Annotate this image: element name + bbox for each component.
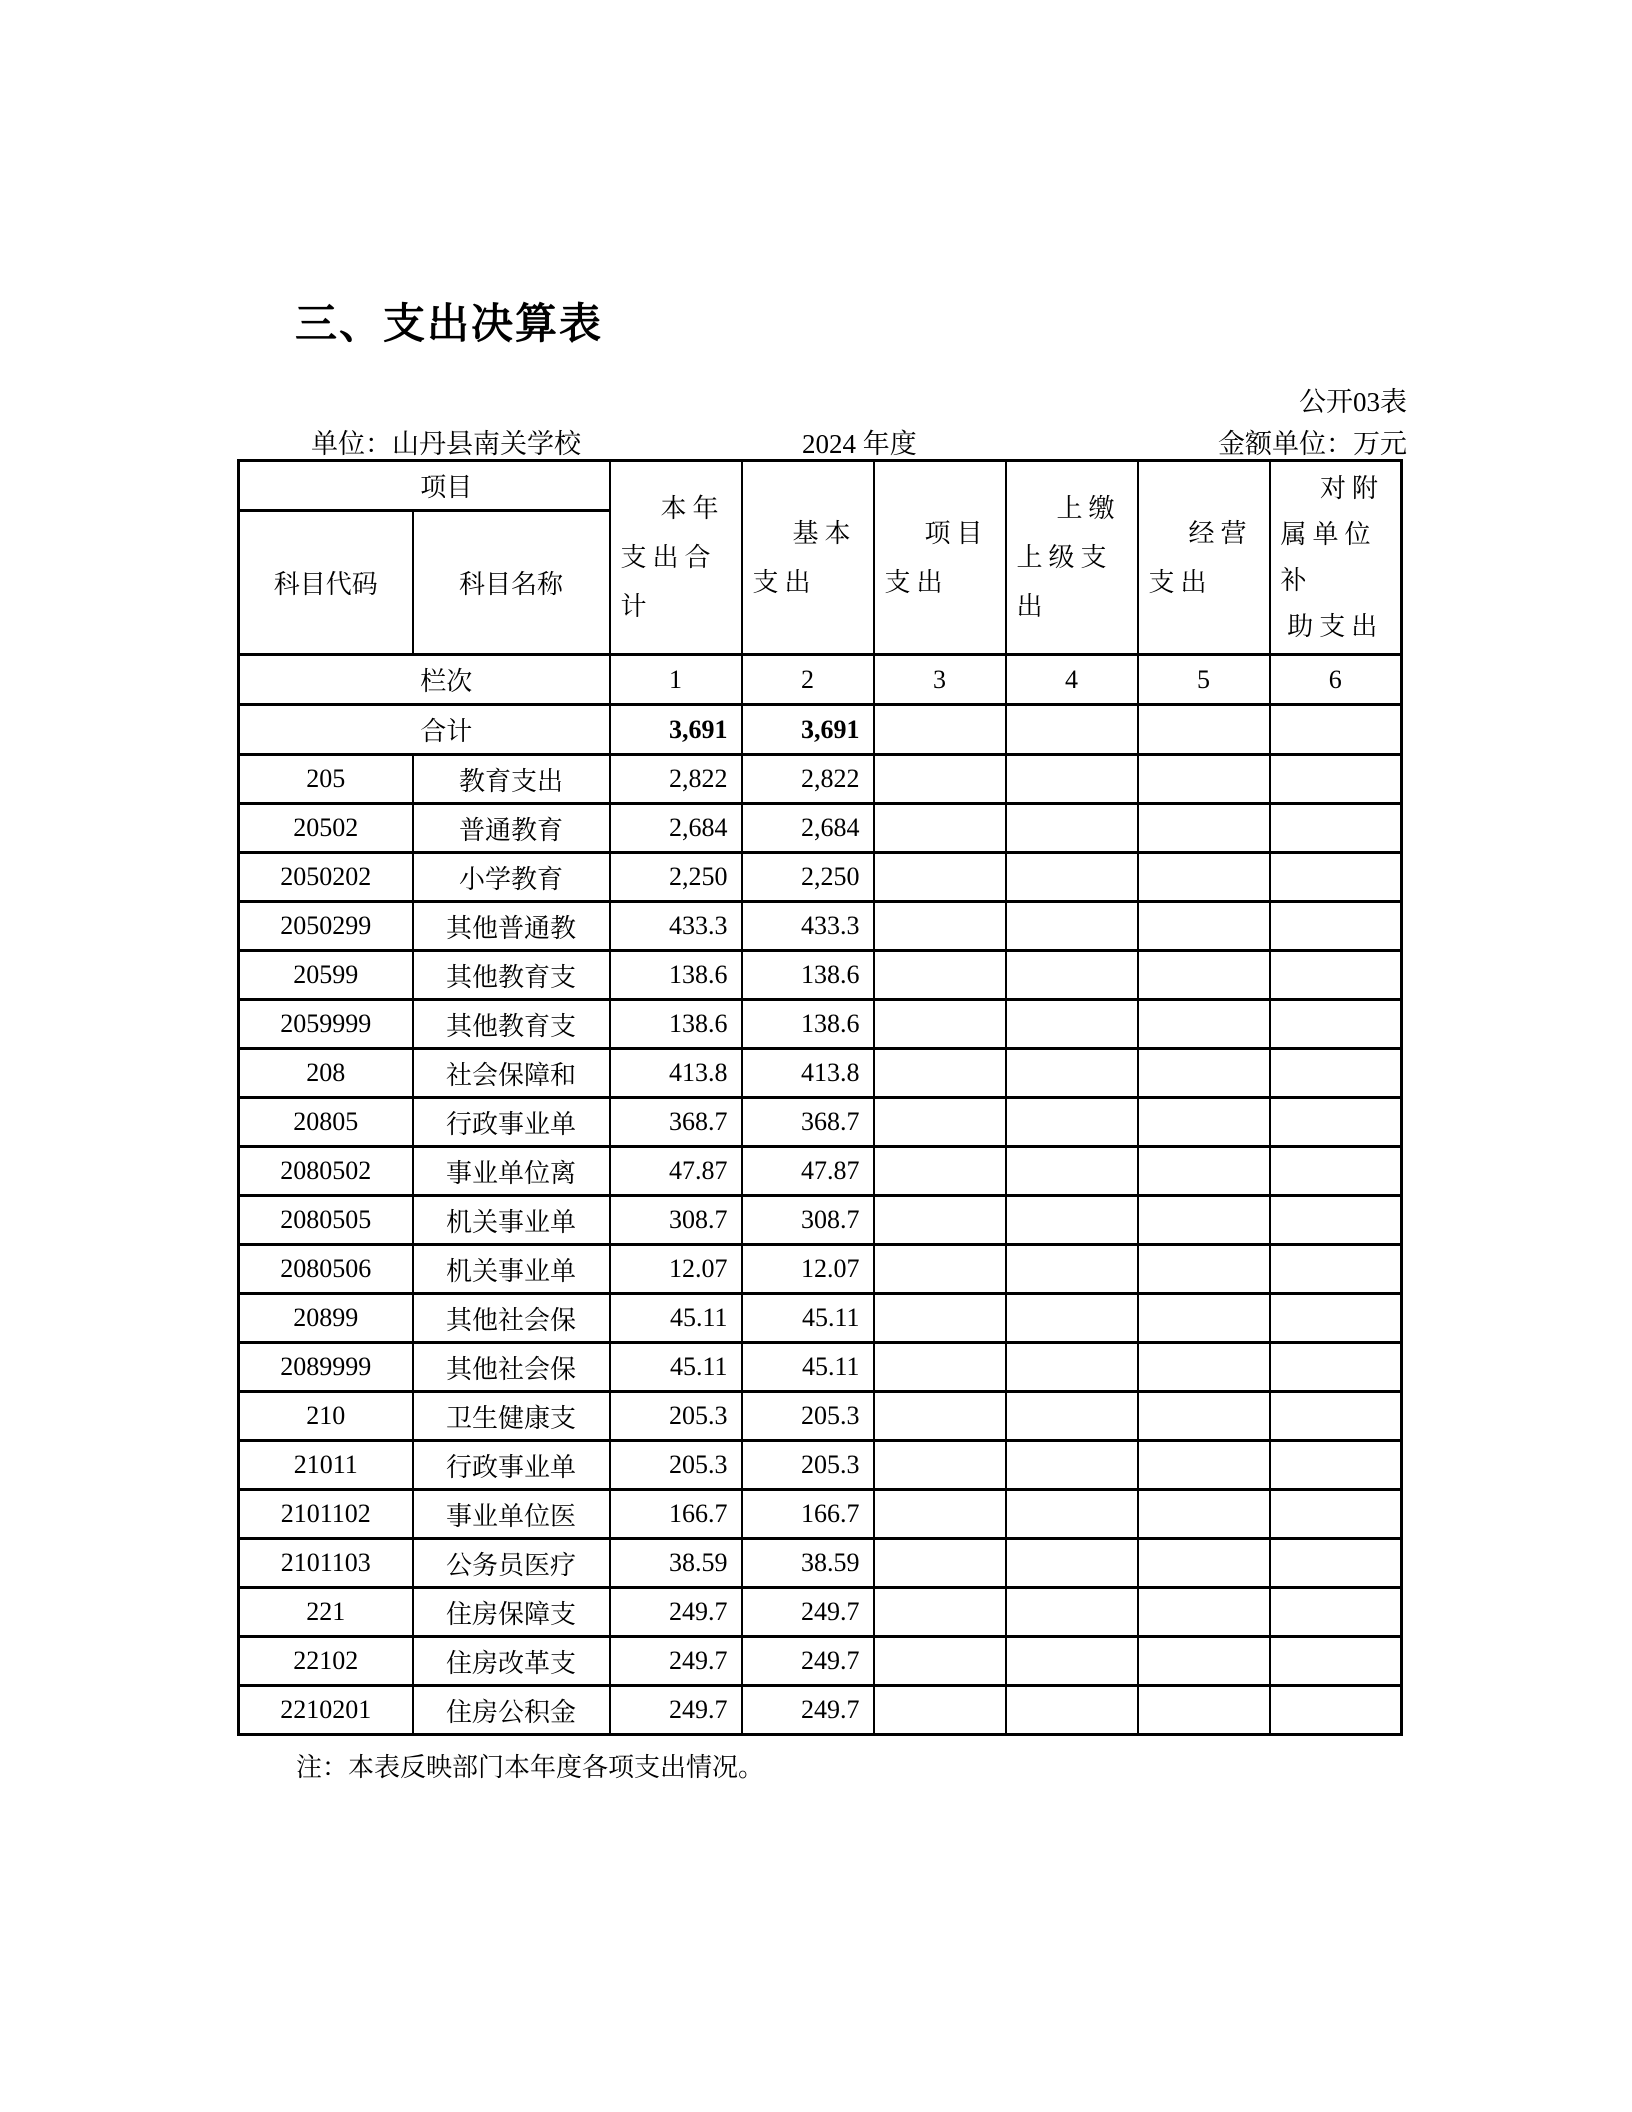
amount-unit-label: 金额单位：万元	[1218, 429, 1407, 459]
table-row	[239, 951, 1402, 1000]
header-col-subsidy-to-affiliates	[1270, 461, 1402, 655]
table-note: 注：本表反映部门本年度各项支出情况。	[296, 1753, 765, 1782]
subject-code-cell: 2101103	[239, 1539, 413, 1588]
value-cell	[1138, 1000, 1270, 1049]
value-cell: 413.8	[610, 1049, 742, 1098]
subject-name-cell: 教育支出	[413, 755, 610, 804]
subject-name-cell: 住房保障支	[413, 1588, 610, 1637]
value-cell	[1138, 1098, 1270, 1147]
subject-name-cell: 公务员医疗	[413, 1539, 610, 1588]
header-project-cell: 项目	[239, 461, 610, 511]
value-cell	[874, 853, 1006, 902]
value-cell	[1006, 951, 1138, 1000]
value-cell	[1138, 1294, 1270, 1343]
value-cell: 38.59	[742, 1539, 874, 1588]
value-cell: 47.87	[742, 1147, 874, 1196]
value-cell: 2,250	[610, 853, 742, 902]
value-cell: 249.7	[742, 1686, 874, 1735]
value-cell	[1006, 1049, 1138, 1098]
value-cell	[1006, 853, 1138, 902]
value-cell	[1270, 951, 1402, 1000]
value-cell: 45.11	[610, 1294, 742, 1343]
table-row	[239, 755, 1402, 804]
header-line: 经营	[1188, 518, 1253, 548]
public-table-number: 公开03表	[1299, 387, 1407, 417]
value-cell	[1006, 1490, 1138, 1539]
column-number: 3	[874, 655, 1006, 705]
value-cell	[1270, 1245, 1402, 1294]
value-cell	[1270, 1588, 1402, 1637]
value-cell	[1006, 1539, 1138, 1588]
header-subject-code: 科目代码	[239, 511, 413, 655]
value-cell	[1138, 853, 1270, 902]
subject-name-cell: 事业单位医	[413, 1490, 610, 1539]
subject-code-cell: 205	[239, 755, 413, 804]
table-row	[239, 1392, 1402, 1441]
value-cell	[1270, 1049, 1402, 1098]
subject-name-cell: 机关事业单	[413, 1196, 610, 1245]
value-cell	[874, 1098, 1006, 1147]
value-cell: 205.3	[610, 1441, 742, 1490]
subject-code-cell: 20502	[239, 804, 413, 853]
table-row	[239, 804, 1402, 853]
value-cell	[1006, 1392, 1138, 1441]
subject-code-cell: 2080506	[239, 1245, 413, 1294]
table-row	[239, 853, 1402, 902]
subject-name-cell: 卫生健康支	[413, 1392, 610, 1441]
value-cell	[874, 1343, 1006, 1392]
subject-name-cell: 普通教育	[413, 804, 610, 853]
value-cell: 2,684	[742, 804, 874, 853]
header-line: 支出	[884, 567, 949, 597]
value-cell	[874, 1196, 1006, 1245]
subject-code-cell: 22102	[239, 1637, 413, 1686]
value-cell: 433.3	[610, 902, 742, 951]
value-cell: 413.8	[742, 1049, 874, 1098]
value-cell	[1138, 1539, 1270, 1588]
value-cell: 2,684	[610, 804, 742, 853]
value-cell: 138.6	[742, 951, 874, 1000]
value-cell	[1138, 902, 1270, 951]
subject-name-cell: 小学教育	[413, 853, 610, 902]
value-cell	[1138, 1686, 1270, 1735]
value-cell: 249.7	[742, 1588, 874, 1637]
value-cell: 368.7	[610, 1098, 742, 1147]
expenditure-table	[237, 459, 1403, 1736]
value-cell	[1138, 755, 1270, 804]
subject-name-cell: 其他普通教	[413, 902, 610, 951]
value-cell	[1006, 1637, 1138, 1686]
subject-code-cell: 21011	[239, 1441, 413, 1490]
value-cell	[1270, 1686, 1402, 1735]
value-cell	[874, 804, 1006, 853]
value-cell	[874, 1294, 1006, 1343]
subject-code-cell: 2210201	[239, 1686, 413, 1735]
subject-name-cell: 行政事业单	[413, 1098, 610, 1147]
value-cell: 166.7	[610, 1490, 742, 1539]
value-cell	[1270, 1196, 1402, 1245]
subject-name-cell: 行政事业单	[413, 1441, 610, 1490]
total-row	[239, 705, 1402, 755]
value-cell: 138.6	[610, 951, 742, 1000]
value-cell	[1006, 804, 1138, 853]
value-cell	[874, 951, 1006, 1000]
subject-code-cell: 210	[239, 1392, 413, 1441]
value-cell: 38.59	[610, 1539, 742, 1588]
header-line: 支出	[752, 567, 817, 597]
value-cell	[1006, 1245, 1138, 1294]
value-cell	[1006, 1196, 1138, 1245]
table-body	[239, 755, 1402, 1735]
table-row	[239, 1343, 1402, 1392]
value-cell	[874, 1539, 1006, 1588]
value-cell	[874, 1000, 1006, 1049]
value-cell: 12.07	[610, 1245, 742, 1294]
value-cell	[1138, 1147, 1270, 1196]
value-cell: 12.07	[742, 1245, 874, 1294]
value-cell: 45.11	[742, 1343, 874, 1392]
total-value-cell: 3,691	[742, 705, 874, 755]
table-row	[239, 1000, 1402, 1049]
header-line: 本年	[660, 494, 725, 523]
column-index-label: 栏次	[239, 655, 610, 705]
table-row	[239, 1490, 1402, 1539]
value-cell	[1138, 804, 1270, 853]
value-cell: 138.6	[610, 1000, 742, 1049]
header-col-project-expenditure	[874, 461, 1006, 655]
value-cell	[874, 1049, 1006, 1098]
header-col-total-this-year	[610, 461, 742, 655]
table-meta-row	[0, 422, 1632, 459]
total-label: 合计	[239, 705, 610, 755]
value-cell	[874, 1245, 1006, 1294]
value-cell: 2,822	[610, 755, 742, 804]
value-cell	[1270, 1343, 1402, 1392]
value-cell	[874, 1147, 1006, 1196]
subject-name-cell: 其他社会保	[413, 1294, 610, 1343]
subject-name-cell: 其他社会保	[413, 1343, 610, 1392]
header-line: 对附	[1320, 473, 1385, 503]
table-row	[239, 1196, 1402, 1245]
header-col-basic-expenditure	[742, 461, 874, 655]
subject-name-cell: 社会保障和	[413, 1049, 610, 1098]
total-value-cell	[874, 705, 1006, 755]
value-cell	[1138, 1245, 1270, 1294]
value-cell	[874, 1490, 1006, 1539]
value-cell	[1006, 1441, 1138, 1490]
column-number: 4	[1006, 655, 1138, 705]
total-value-cell: 3,691	[610, 705, 742, 755]
value-cell	[874, 1637, 1006, 1686]
value-cell	[1270, 1294, 1402, 1343]
value-cell	[1138, 1392, 1270, 1441]
value-cell	[1138, 1588, 1270, 1637]
table-row	[239, 1147, 1402, 1196]
value-cell	[1006, 1147, 1138, 1196]
table-row	[239, 1539, 1402, 1588]
header-col-upturned-expenditure	[1006, 461, 1138, 655]
value-cell	[1006, 1588, 1138, 1637]
value-cell	[1270, 902, 1402, 951]
value-cell	[1006, 1343, 1138, 1392]
value-cell	[1270, 1490, 1402, 1539]
table-row	[239, 1686, 1402, 1735]
value-cell	[1006, 755, 1138, 804]
header-line: 支出	[1148, 567, 1213, 597]
value-cell	[1270, 1147, 1402, 1196]
table-row	[239, 1049, 1402, 1098]
value-cell: 138.6	[742, 1000, 874, 1049]
value-cell	[1270, 1441, 1402, 1490]
value-cell	[1270, 1392, 1402, 1441]
value-cell	[1270, 755, 1402, 804]
value-cell: 308.7	[742, 1196, 874, 1245]
value-cell: 45.11	[610, 1343, 742, 1392]
header-row-project	[239, 461, 1402, 511]
value-cell	[874, 1686, 1006, 1735]
value-cell	[1270, 1000, 1402, 1049]
subject-code-cell: 20599	[239, 951, 413, 1000]
column-number: 2	[742, 655, 874, 705]
value-cell	[1006, 1294, 1138, 1343]
header-line: 上级支出	[1016, 543, 1113, 621]
subject-code-cell: 2059999	[239, 1000, 413, 1049]
value-cell: 249.7	[742, 1637, 874, 1686]
value-cell	[874, 1392, 1006, 1441]
header-line: 助支出	[1287, 611, 1384, 641]
table-row	[239, 1588, 1402, 1637]
table-row	[239, 1294, 1402, 1343]
value-cell: 47.87	[610, 1147, 742, 1196]
value-cell: 45.11	[742, 1294, 874, 1343]
value-cell: 2,822	[742, 755, 874, 804]
value-cell: 249.7	[610, 1588, 742, 1637]
value-cell	[874, 755, 1006, 804]
value-cell: 166.7	[742, 1490, 874, 1539]
column-number: 6	[1270, 655, 1402, 705]
value-cell	[1138, 1343, 1270, 1392]
value-cell	[874, 1588, 1006, 1637]
table-row	[239, 902, 1402, 951]
subject-code-cell: 221	[239, 1588, 413, 1637]
value-cell	[1270, 1637, 1402, 1686]
value-cell	[1138, 1441, 1270, 1490]
value-cell: 308.7	[610, 1196, 742, 1245]
header-line: 支出合计	[620, 543, 717, 621]
total-value-cell	[1006, 705, 1138, 755]
column-index-row	[239, 655, 1402, 705]
table-row	[239, 1637, 1402, 1686]
value-cell	[874, 902, 1006, 951]
subject-name-cell: 其他教育支	[413, 1000, 610, 1049]
value-cell: 249.7	[610, 1686, 742, 1735]
subject-code-cell: 20805	[239, 1098, 413, 1147]
value-cell: 2,250	[742, 853, 874, 902]
value-cell	[1006, 1098, 1138, 1147]
value-cell: 205.3	[610, 1392, 742, 1441]
value-cell	[1138, 1196, 1270, 1245]
value-cell	[1270, 853, 1402, 902]
value-cell: 249.7	[610, 1637, 742, 1686]
subject-name-cell: 事业单位离	[413, 1147, 610, 1196]
subject-code-cell: 2080502	[239, 1147, 413, 1196]
value-cell	[1270, 804, 1402, 853]
value-cell	[1138, 951, 1270, 1000]
header-line: 项目	[924, 518, 989, 548]
header-line: 基本	[792, 518, 857, 548]
value-cell: 205.3	[742, 1392, 874, 1441]
value-cell	[1138, 1049, 1270, 1098]
subject-code-cell: 2089999	[239, 1343, 413, 1392]
column-number: 1	[610, 655, 742, 705]
subject-name-cell: 住房公积金	[413, 1686, 610, 1735]
column-number: 5	[1138, 655, 1270, 705]
value-cell: 368.7	[742, 1098, 874, 1147]
value-cell	[874, 1441, 1006, 1490]
table-row	[239, 1098, 1402, 1147]
value-cell	[1270, 1539, 1402, 1588]
value-cell	[1006, 1686, 1138, 1735]
value-cell	[1006, 1000, 1138, 1049]
unit-label: 单位：山丹县南关学校	[311, 429, 581, 459]
total-value-cell	[1138, 705, 1270, 755]
value-cell	[1138, 1637, 1270, 1686]
subject-code-cell: 2050202	[239, 853, 413, 902]
subject-name-cell: 其他教育支	[413, 951, 610, 1000]
subject-code-cell: 2050299	[239, 902, 413, 951]
year-label: 2024 年度	[802, 429, 917, 459]
header-line: 上缴	[1056, 494, 1121, 523]
header-subject-name: 科目名称	[413, 511, 610, 655]
page-title: 三、支出决算表	[295, 300, 604, 347]
value-cell: 433.3	[742, 902, 874, 951]
subject-code-cell: 208	[239, 1049, 413, 1098]
table-row	[239, 1441, 1402, 1490]
value-cell	[1006, 902, 1138, 951]
subject-name-cell: 机关事业单	[413, 1245, 610, 1294]
value-cell: 205.3	[742, 1441, 874, 1490]
subject-code-cell: 2101102	[239, 1490, 413, 1539]
header-line: 属单位补	[1280, 519, 1377, 595]
subject-name-cell: 住房改革支	[413, 1637, 610, 1686]
subject-code-cell: 20899	[239, 1294, 413, 1343]
value-cell	[1270, 1098, 1402, 1147]
total-value-cell	[1270, 705, 1402, 755]
table-row	[239, 1245, 1402, 1294]
subject-code-cell: 2080505	[239, 1196, 413, 1245]
header-col-operating-expenditure	[1138, 461, 1270, 655]
value-cell	[1138, 1490, 1270, 1539]
